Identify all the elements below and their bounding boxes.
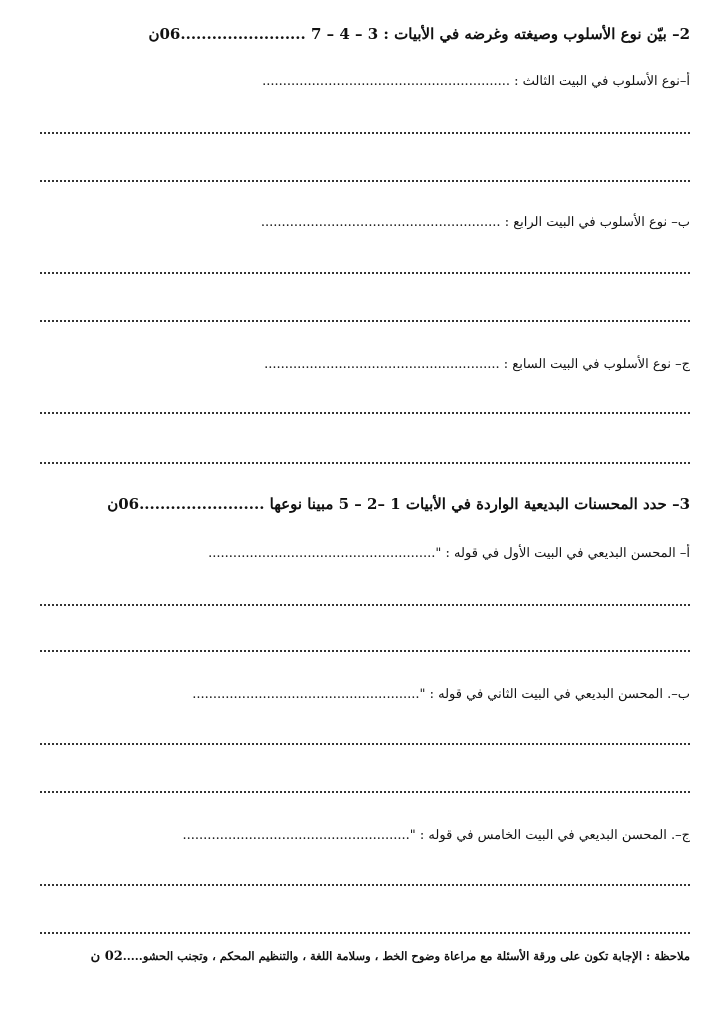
q2-item-c xyxy=(40,355,690,375)
answer-line[interactable] xyxy=(40,781,690,793)
answer-line[interactable] xyxy=(40,262,690,274)
question-dots: ........................ xyxy=(139,495,270,513)
item-label: ج–. المحسن البديعي في البيت الخامس في قوله : " xyxy=(409,828,690,843)
question-3-heading xyxy=(38,494,690,514)
question-text: حدد المحسنات البديعية الواردة في الأبيات xyxy=(400,495,673,513)
item-dots: ....................................................... xyxy=(208,546,436,561)
question-text: بيّن نوع الأسلوب وصيغته وغرضه في الأبيات : xyxy=(378,25,673,43)
answer-line[interactable] xyxy=(40,122,690,134)
answer-line[interactable] xyxy=(40,310,690,322)
q2-item-a xyxy=(50,72,690,92)
q3-item-c xyxy=(40,826,690,846)
item-label: أ– المحسن البديعي في البيت الأول في قوله : " xyxy=(435,546,690,561)
item-dots: ......................................................... xyxy=(264,357,504,372)
answer-line[interactable] xyxy=(40,594,690,606)
question-number: 3– xyxy=(672,495,690,513)
question-score: 06ن xyxy=(148,25,181,43)
item-label: أ–نوع الأسلوب في البيت الثالث : xyxy=(514,74,690,89)
answer-line[interactable] xyxy=(40,874,690,886)
question-2-heading xyxy=(38,24,690,44)
item-label: ج– نوع الأسلوب في البيت السابع : xyxy=(503,357,690,372)
item-dots: ....................................................... xyxy=(192,687,420,702)
item-dots: .......................................................... xyxy=(260,215,505,230)
answer-line[interactable] xyxy=(40,733,690,745)
item-label: ب– نوع الأسلوب في البيت الرابع : xyxy=(504,215,690,230)
note-score: 02 ن xyxy=(90,949,123,964)
note-text: ملاحظة : الإجابة تكون على ورقة الأسئلة مع مراعاة وضوح الخط ، وسلامة اللغة ، والتنظيم المحكم ، وتجنب الحشو..... xyxy=(122,949,690,963)
q3-item-a xyxy=(40,544,690,564)
item-dots: ....................................................... xyxy=(182,828,410,843)
answer-line[interactable] xyxy=(40,922,690,934)
answer-line[interactable] xyxy=(40,402,690,414)
question-number: 2– xyxy=(672,25,690,43)
question-text-2: مبينا نوعها xyxy=(269,495,339,513)
item-label: ب–. المحسن البديعي في البيت الثاني في قوله : " xyxy=(419,687,690,702)
q2-item-b xyxy=(40,213,690,233)
question-dots: ........................ xyxy=(180,25,311,43)
item-dots: ............................................................ xyxy=(262,74,515,89)
question-verses: 3 – 4 – 7 xyxy=(310,25,379,43)
note-line xyxy=(34,946,690,966)
answer-line[interactable] xyxy=(40,640,690,652)
q3-item-b xyxy=(38,685,690,705)
answer-line[interactable] xyxy=(40,452,690,464)
question-score: 06ن xyxy=(107,495,140,513)
answer-line[interactable] xyxy=(40,170,690,182)
question-verses: 1 –2 – 5 xyxy=(338,495,401,513)
